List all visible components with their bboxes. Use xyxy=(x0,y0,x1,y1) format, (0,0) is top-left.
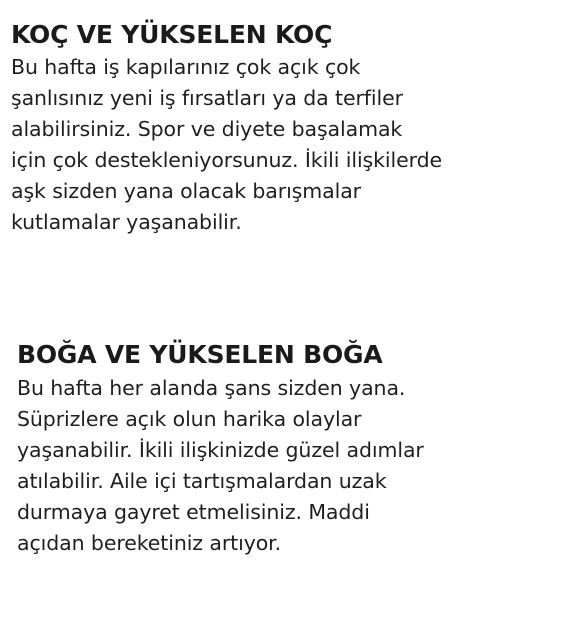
body-line: şanlısınız yeni iş fırsatları ya da terfiler xyxy=(11,86,403,110)
body-line: alabilirsiniz. Spor ve diyete başalamak xyxy=(11,117,403,141)
section-heading: KOÇ VE YÜKSELEN KOÇ xyxy=(11,20,333,49)
body-line: durmaya gayret etmelisiniz. Maddi xyxy=(17,500,370,524)
body-line: açıdan bereketiniz artıyor. xyxy=(17,531,282,555)
body-line: aşk sizden yana olacak barışmalar xyxy=(11,179,361,203)
body-line: Bu hafta iş kapılarınız çok açık çok xyxy=(11,55,361,79)
body-line: yaşanabilir. İkili ilişkinizde güzel adımlar xyxy=(17,438,424,462)
section-body xyxy=(11,52,442,238)
section-heading: BOĞA VE YÜKSELEN BOĞA xyxy=(17,340,383,369)
section-body xyxy=(17,373,424,559)
section-boga xyxy=(17,338,424,559)
body-line: atılabilir. Aile içi tartışmalardan uzak xyxy=(17,469,387,493)
body-line: için çok destekleniyorsunuz. İkili ilişkilerde xyxy=(11,148,443,172)
body-line: Süprizlere açık olun harika olaylar xyxy=(17,407,362,431)
body-line: Bu hafta her alanda şans sizden yana. xyxy=(17,376,406,400)
section-koc xyxy=(11,18,442,238)
body-line: kutlamalar yaşanabilir. xyxy=(11,210,242,234)
